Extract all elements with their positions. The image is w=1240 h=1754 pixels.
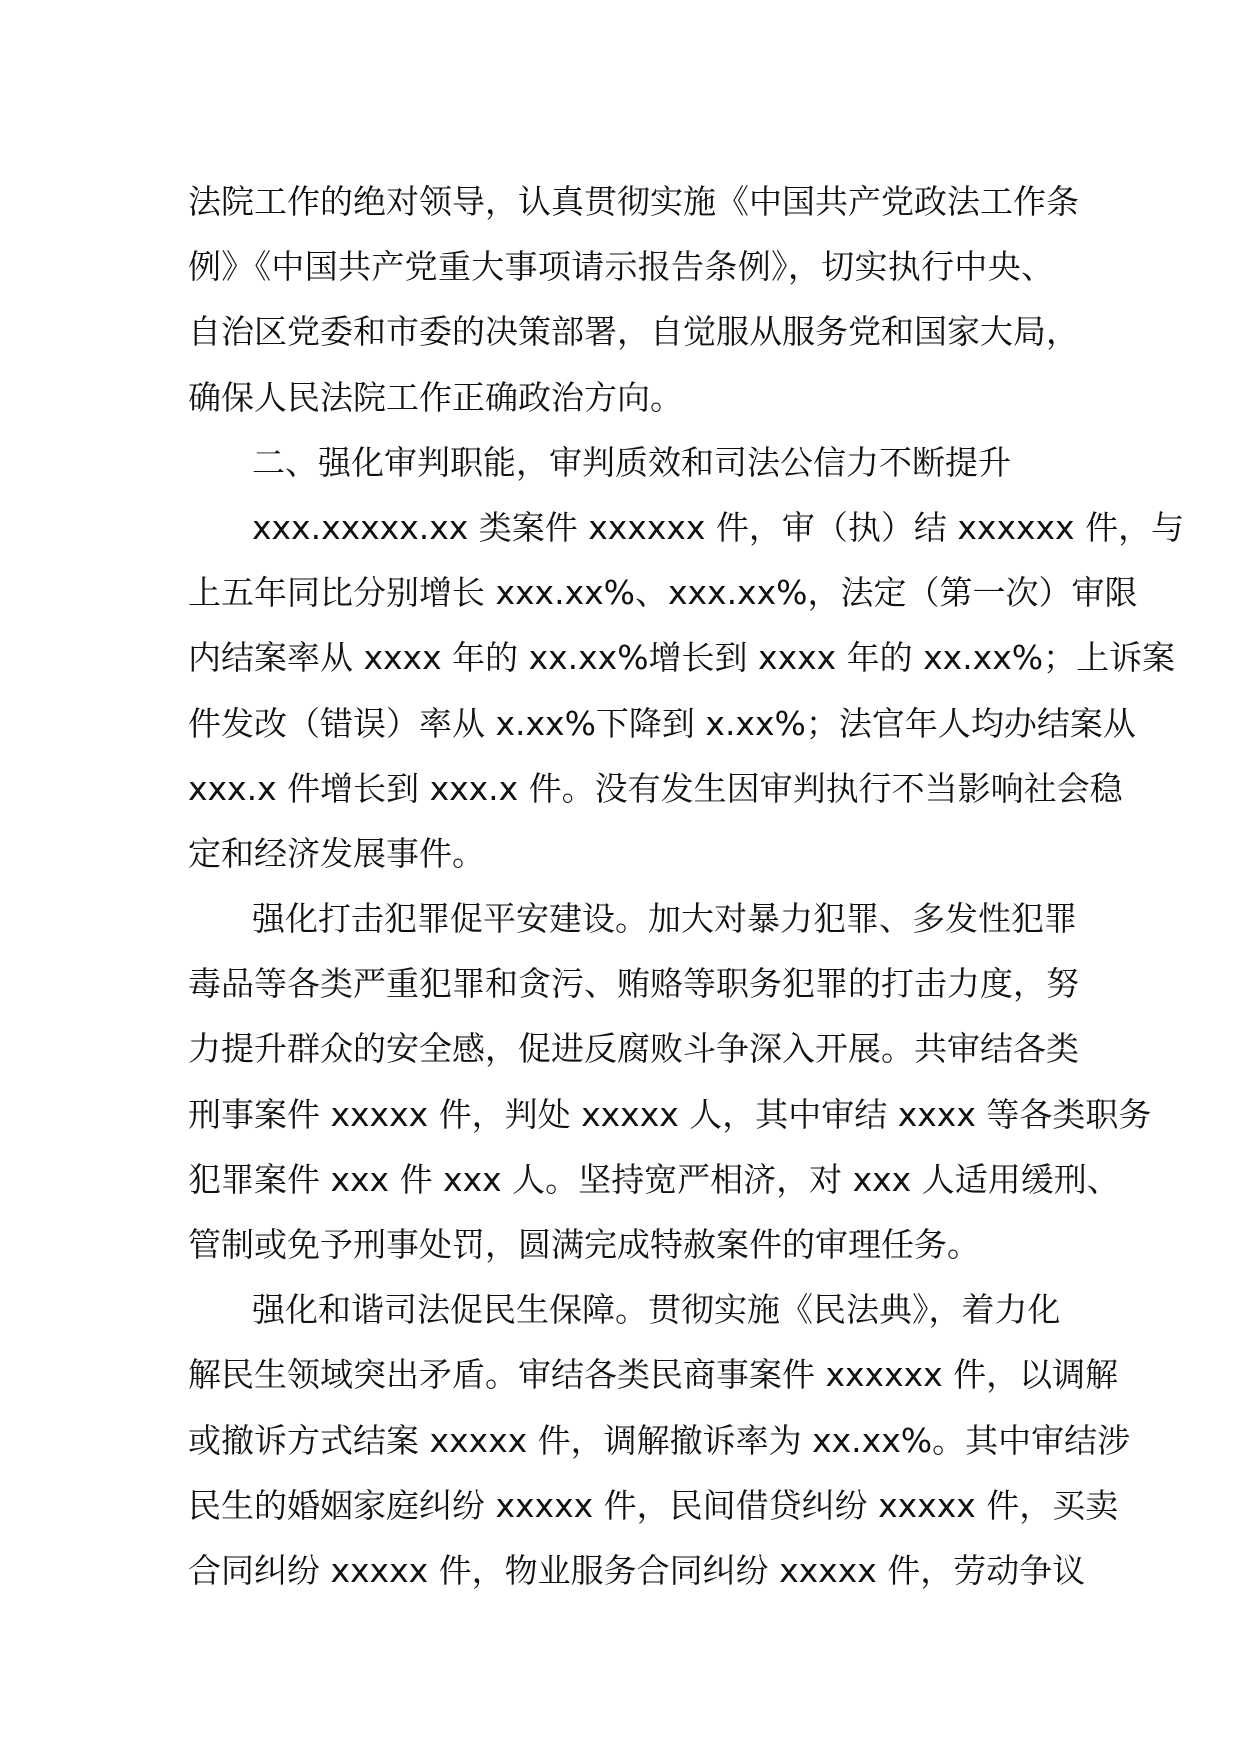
text-line: 管制或免予刑事处罚，圆满完成特赦案件的审理任务。 <box>188 1225 980 1264</box>
text-line: 内结案率从 xxxx 年的 xx.xx%增长到 xxxx 年的 xx.xx%；上诉案 <box>188 638 1176 678</box>
text-line: 强化和谐司法促民生保障。贯彻实施《民法典》，着力化 <box>252 1290 1061 1330</box>
text-line: 力提升群众的安全感，促进反腐败斗争深入开展。共审结各类 <box>188 1029 1079 1069</box>
text-line: 确保人民法院工作正确政治方向。 <box>188 377 683 417</box>
text-line: 上五年同比分别增长 xxx.xx%、xxx.xx%，法定（第一次）审限 <box>188 573 1138 613</box>
section-heading: 二、强化审判职能，审判质效和司法公信力不断提升 <box>252 442 1011 482</box>
text-line: 件发改（错误）率从 x.xx%下降到 x.xx%；法官年人均办结案从 <box>188 703 1136 743</box>
text-line: 民生的婚姻家庭纠纷 xxxxx 件，民间借贷纠纷 xxxxx 件，买卖 <box>188 1485 1119 1525</box>
paragraph-crime-crackdown <box>188 886 1152 1277</box>
text-line: 例》《中国共产党重大事项请示报告条例》，切实执行中央、 <box>188 247 1054 287</box>
text-line: 强化打击犯罪促平安建设。加大对暴力犯罪、多发性犯罪 <box>252 899 1077 939</box>
text-line: 定和经济发展事件。 <box>188 833 485 873</box>
section-heading-trial-functions <box>188 430 1054 495</box>
text-line: 毒品等各类严重犯罪和贪污、贿赂等职务犯罪的打击力度，努 <box>188 964 1079 1004</box>
text-line: xxx.xxxxx.xx 类案件 xxxxxx 件，审（执）结 xxxxxx 件，与 <box>252 507 1185 547</box>
paragraph-case-statistics <box>188 495 1185 886</box>
paragraph-civil-justice <box>188 1277 1131 1603</box>
text-line: 法院工作的绝对领导，认真贯彻实施《中国共产党政法工作条 <box>188 182 1079 221</box>
document-page <box>188 169 1185 1603</box>
text-line: 犯罪案件 xxx 件 xxx 人。坚持宽严相济，对 xxx 人适用缓刑、 <box>188 1159 1120 1199</box>
paragraph-party-leadership <box>188 169 1079 430</box>
text-line: 或撤诉方式结案 xxxxx 件，调解撤诉率为 xx.xx%。其中审结涉 <box>188 1420 1131 1460</box>
text-line: xxx.x 件增长到 xxx.x 件。没有发生因审判执行不当影响社会稳 <box>188 768 1123 808</box>
text-line: 合同纠纷 xxxxx 件，物业服务合同纠纷 xxxxx 件，劳动争议 <box>188 1550 1086 1590</box>
text-line: 刑事案件 xxxxx 件，判处 xxxxx 人，其中审结 xxxx 等各类职务 <box>188 1094 1152 1134</box>
text-line: 自治区党委和市委的决策部署，自觉服从服务党和国家大局， <box>188 312 1079 352</box>
text-line: 解民生领域突出矛盾。审结各类民商事案件 xxxxxx 件，以调解 <box>188 1355 1119 1395</box>
